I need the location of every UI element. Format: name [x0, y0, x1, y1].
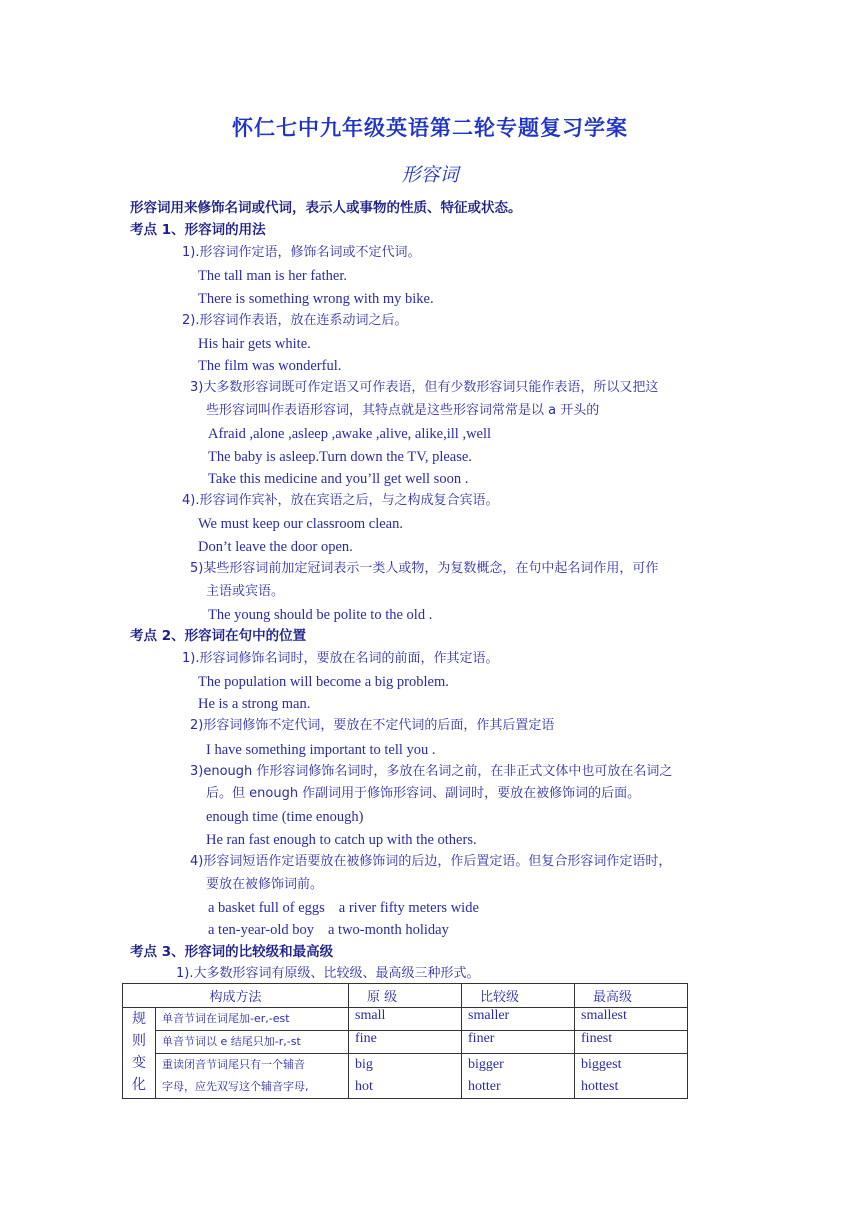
s2-point4-example2b: a two-month holiday — [328, 922, 449, 938]
group-char: 则 — [132, 1033, 146, 1049]
s1-point3-example2: The baby is asleep.Turn down the TV, please. — [208, 449, 472, 465]
s1-point3-line2: 些形容词叫作表语形容词，其特点就是这些形容词常常是以 a 开头的 — [206, 403, 600, 418]
s1-point1: 1).形容词作定语，修饰名词或不定代词。 — [182, 245, 421, 260]
row-positive: small — [349, 1008, 462, 1031]
row-superlative: finest — [575, 1031, 688, 1054]
s2-point3-line2: 后。但 enough 作副词用于修饰形容词、副词时，要放在被修饰词的后面。 — [206, 786, 641, 801]
page-subtitle: 形容词 — [401, 164, 459, 186]
table-row — [123, 1008, 688, 1031]
group-char: 化 — [132, 1077, 146, 1093]
s1-point2: 2).形容词作表语，放在连系动词之后。 — [182, 313, 408, 328]
s1-point1-example1: The tall man is her father. — [198, 268, 347, 284]
row-method: 单音节词在词尾加-er,-est — [156, 1008, 349, 1031]
s1-point4-example1: We must keep our classroom clean. — [198, 516, 403, 532]
section2-heading: 考点 2、形容词在句中的位置 — [130, 628, 307, 644]
s2-point4-example2a: a ten-year-old boy — [208, 922, 314, 938]
s1-point4-example2: Don’t leave the door open. — [198, 539, 353, 555]
table-header-row — [123, 984, 688, 1008]
s2-point2: 2)形容词修饰不定代词，要放在不定代词的后面，作其后置定语 — [190, 718, 555, 733]
group-char: 变 — [132, 1055, 146, 1071]
s1-point4: 4).形容词作宾补，放在宾语之后，与之构成复合宾语。 — [182, 493, 499, 508]
row-comparative: finer — [462, 1031, 575, 1054]
s1-point3-example1: Afraid ,alone ,asleep ,awake ,alive, alike,ill ,well — [208, 426, 492, 442]
comparison-table — [122, 983, 688, 1099]
s2-point1: 1).形容词修饰名词时，要放在名词的前面，作其定语。 — [182, 651, 499, 666]
s1-point5-line1: 5)某些形容词前加定冠词表示一类人或物，为复数概念，在句中起名词作用，可作 — [190, 561, 659, 576]
section1-heading: 考点 1、形容词的用法 — [130, 222, 266, 238]
s1-point5-example1: The young should be polite to the old . — [208, 607, 433, 623]
row-superlative — [575, 1054, 688, 1099]
row-positive-2: hot — [355, 1079, 373, 1094]
row-comparative-2: hotter — [468, 1079, 501, 1094]
s1-point3-line1: 3)大多数形容词既可作定语又可作表语，但有少数形容词只能作表语，所以又把这 — [190, 380, 659, 395]
s2-point2-example1: I have something important to tell you . — [206, 742, 436, 758]
s2-point3-example1: enough time (time enough) — [206, 809, 364, 825]
s2-point4-line1: 4)形容词短语作定语要放在被修饰词的后边，作后置定语。但复合形容词作定语时， — [190, 854, 672, 869]
row-method-line2: 字母，应先双写这个辅音字母, — [162, 1080, 309, 1093]
group-label-regular — [123, 1008, 156, 1099]
table-row — [123, 1031, 688, 1054]
s2-point4-line2: 要放在被修饰词前。 — [206, 877, 324, 892]
section3-heading: 考点 3、形容词的比较级和最高级 — [130, 944, 334, 960]
s1-point1-example2: There is something wrong with my bike. — [198, 291, 434, 307]
intro-text: 形容词用来修饰名词或代词，表示人或事物的性质、特征或状态。 — [130, 200, 522, 216]
header-comparative: 比较级 — [462, 984, 575, 1008]
row-superlative-2: hottest — [581, 1079, 619, 1094]
table-row — [123, 1054, 688, 1099]
page-title: 怀仁七中九年级英语第二轮专题复习学案 — [232, 116, 628, 140]
s2-point4-example-row1 — [208, 898, 479, 918]
s1-point2-example2: The film was wonderful. — [198, 358, 342, 374]
row-superlative: smallest — [575, 1008, 688, 1031]
row-comparative-1: bigger — [468, 1057, 504, 1072]
s2-point1-example1: The population will become a big problem. — [198, 674, 449, 690]
header-method: 构成方法 — [123, 984, 349, 1008]
s2-point4-example1a: a basket full of eggs — [208, 900, 325, 916]
s1-point3-example3: Take this medicine and you’ll get well soon . — [208, 471, 469, 487]
row-superlative-1: biggest — [581, 1057, 622, 1072]
s2-point4-example-row2 — [208, 920, 449, 940]
s2-point1-example2: He is a strong man. — [198, 696, 311, 712]
row-positive — [349, 1054, 462, 1099]
row-method: 单音节词以 e 结尾只加-r,-st — [156, 1031, 349, 1054]
row-comparative: smaller — [462, 1008, 575, 1031]
s2-point4-example1b: a river fifty meters wide — [338, 900, 479, 916]
s2-point3-example2: He ran fast enough to catch up with the others. — [206, 832, 477, 848]
row-positive-1: big — [355, 1057, 373, 1072]
row-positive: fine — [349, 1031, 462, 1054]
s1-point5-line2: 主语或宾语。 — [206, 584, 285, 599]
s2-point3-line1: 3)enough 作形容词修饰名词时，多放在名词之前，在非正式文体中也可放在名词之 — [190, 764, 673, 779]
row-comparative — [462, 1054, 575, 1099]
row-method — [156, 1054, 349, 1099]
group-char: 规 — [132, 1011, 146, 1027]
row-method-line1: 重读闭音节词尾只有一个辅音 — [162, 1058, 305, 1071]
s3-point1: 1).大多数形容词有原级、比较级、最高级三种形式。 — [176, 966, 480, 981]
s1-point2-example1: His hair gets white. — [198, 336, 311, 352]
header-superlative: 最高级 — [575, 984, 688, 1008]
header-positive: 原 级 — [349, 984, 462, 1008]
